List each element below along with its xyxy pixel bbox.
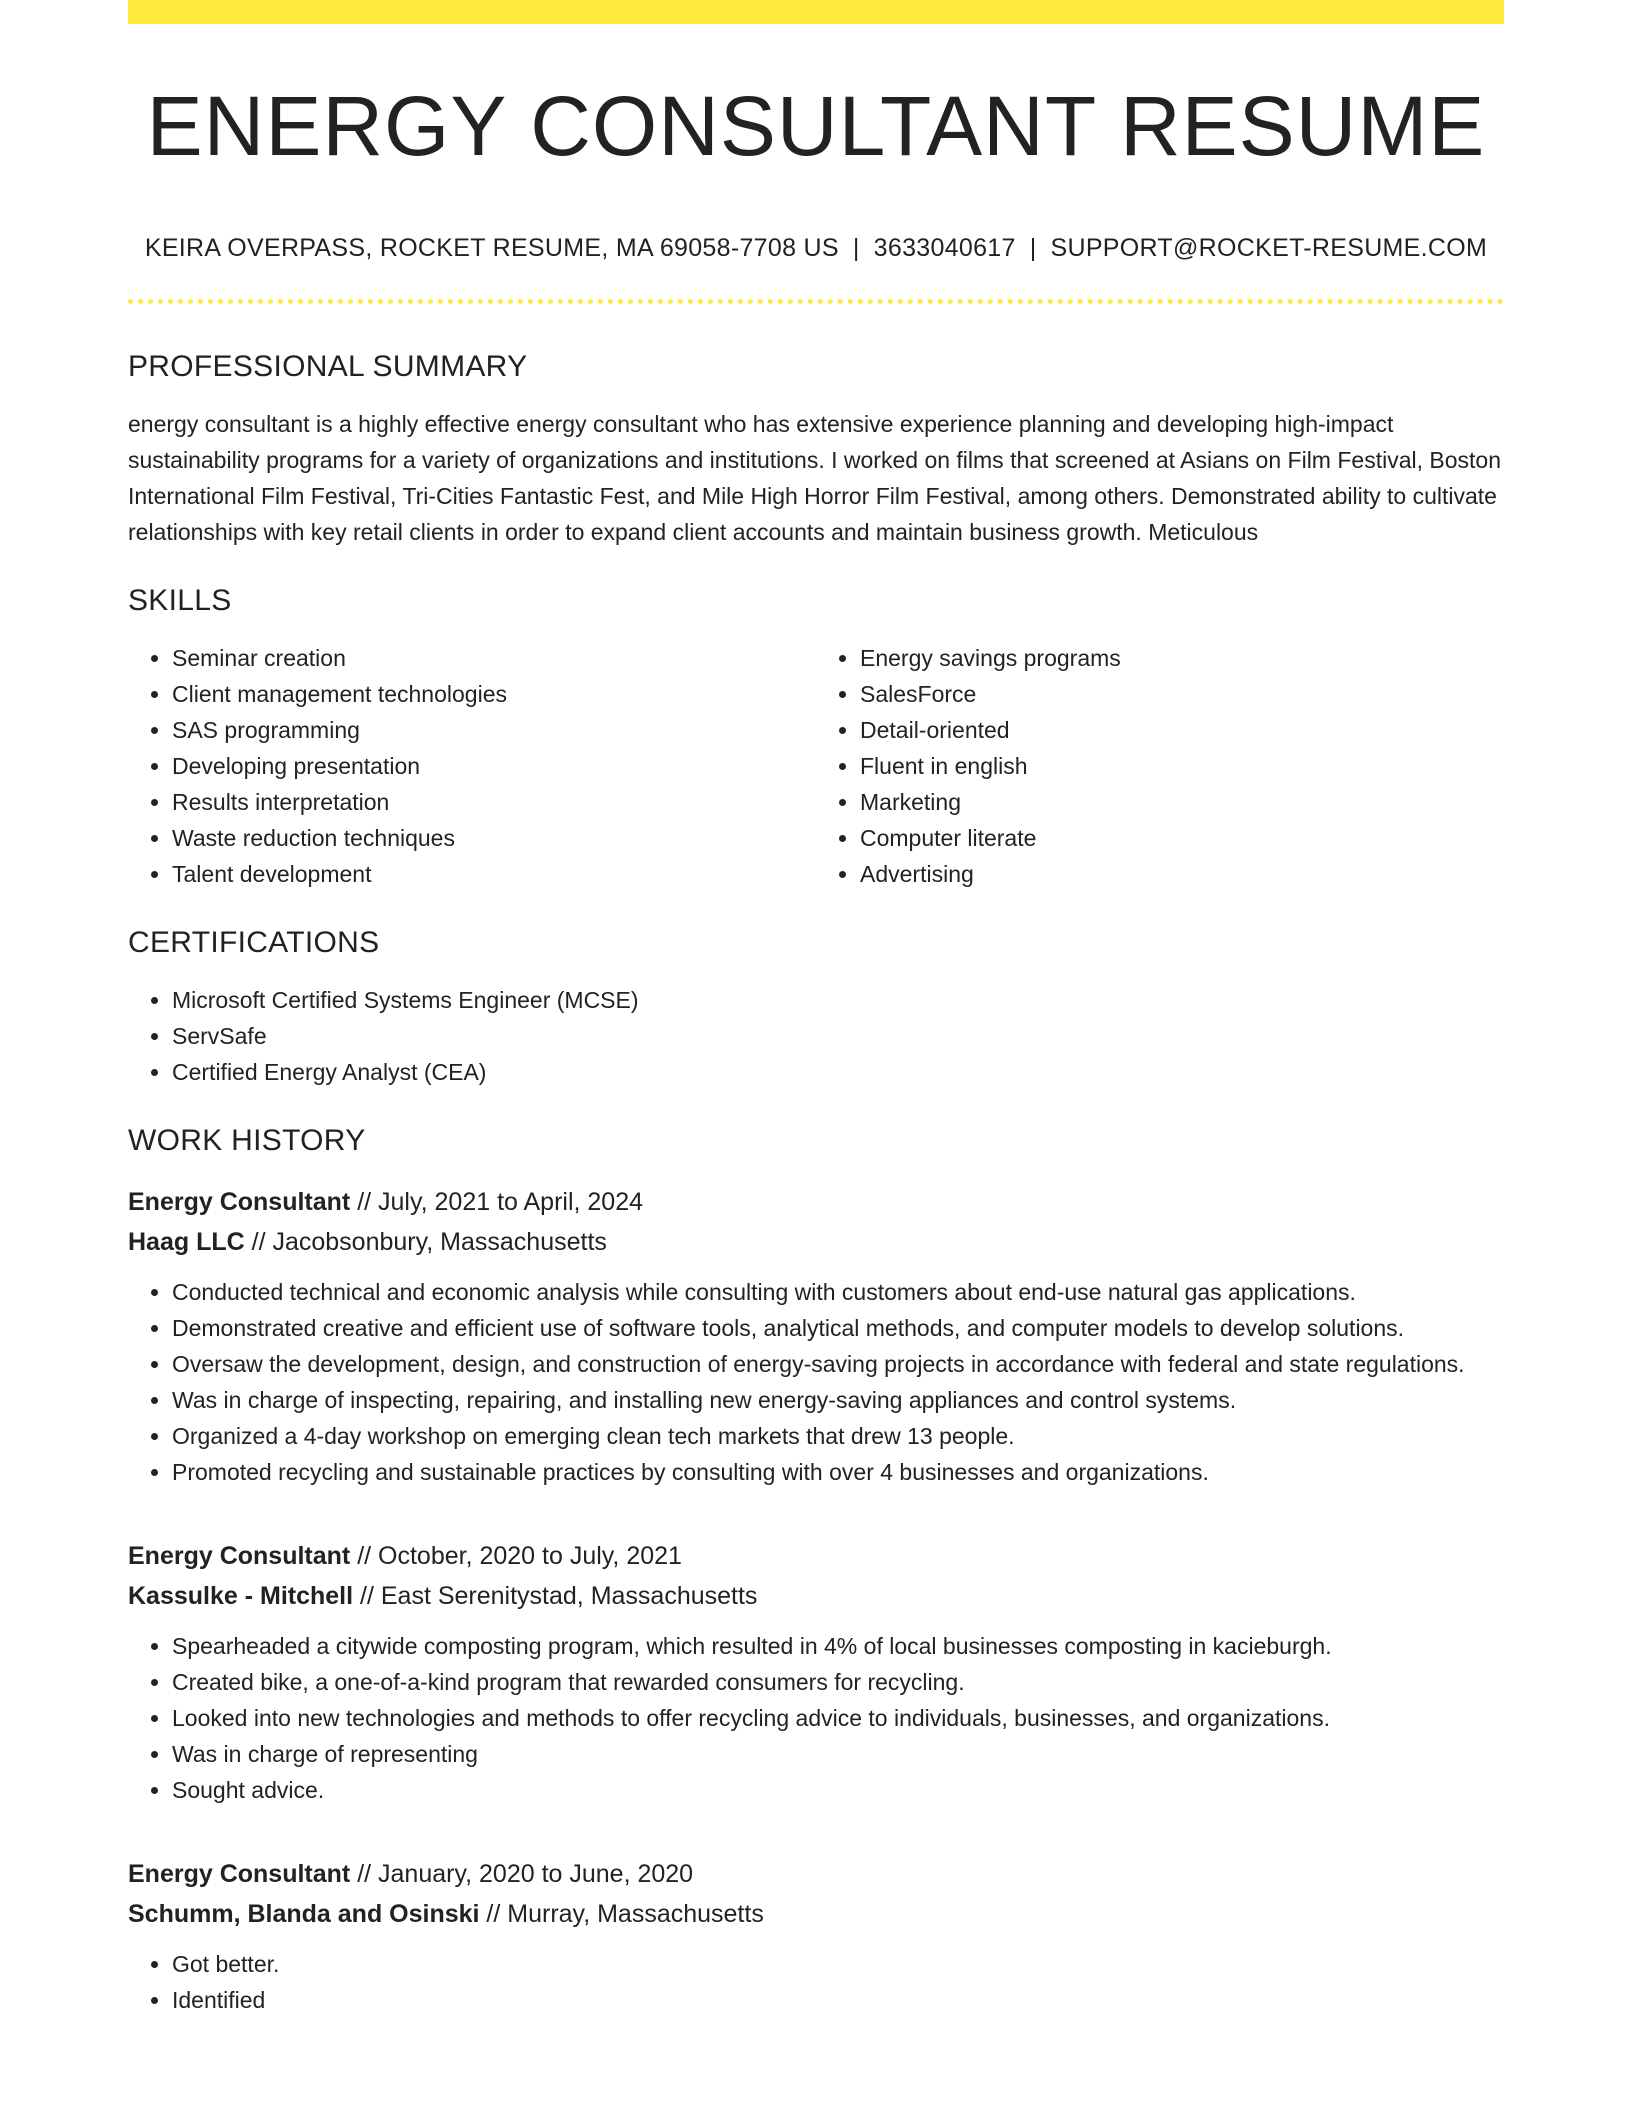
job-dates: // July, 2021 to April, 2024 [350,1188,644,1216]
accent-top-bar [128,0,1504,24]
job-title-line [128,1854,1504,1894]
job-bullet: • Identified [172,1982,1504,2018]
skill-item: • Fluent in english [860,748,1504,784]
job-company: Kassulke - Mitchell [128,1582,354,1610]
resume-page [128,0,1504,2018]
dotted-divider [128,299,1504,304]
job-bullet: • Was in charge of inspecting, repairing, and installing new energy-saving appliances and control systems. [172,1382,1504,1418]
job-bullet: • Conducted technical and economic analysis while consulting with customers about end-use natural gas applications. [172,1274,1504,1310]
job-bullets [128,1628,1504,1808]
skill-item: • Marketing [860,784,1504,820]
contact-address: KEIRA OVERPASS, ROCKET RESUME, MA 69058-7708 US [144,234,839,262]
job-bullet: • Sought advice. [172,1772,1504,1808]
job-bullet: • Spearheaded a citywide composting program, which resulted in 4% of local businesses composting in kacieburgh. [172,1628,1504,1664]
job-company-line [128,1894,1504,1934]
job-location: // East Serenitystad, Massachusetts [353,1582,758,1610]
job-bullet: • Organized a 4-day workshop on emerging clean tech markets that drew 13 people. [172,1418,1504,1454]
skill-item: • Detail-oriented [860,712,1504,748]
job-dates: // January, 2020 to June, 2020 [350,1860,694,1888]
skills-list-left [128,640,816,892]
certifications-heading: CERTIFICATIONS [128,926,380,959]
skill-item: • Developing presentation [172,748,816,784]
skill-item: • SAS programming [172,712,816,748]
contact-email: SUPPORT@ROCKET-RESUME.COM [1050,234,1488,262]
skill-item: • SalesForce [860,676,1504,712]
contact-line [128,236,1504,261]
job-dates: // October, 2020 to July, 2021 [350,1542,682,1570]
job-title: Energy Consultant [128,1860,351,1888]
job-bullets [128,1946,1504,2018]
job-entry [128,1536,1504,1808]
skill-item: • Computer literate [860,820,1504,856]
job-bullet: • Looked into new technologies and methods to offer recycling advice to individuals, businesses, and organizations. [172,1700,1504,1736]
job-company-line [128,1222,1504,1262]
job-bullet: • Was in charge of representing [172,1736,1504,1772]
job-title: Energy Consultant [128,1542,351,1570]
job-company: Haag LLC [128,1228,245,1256]
skill-item: • Seminar creation [172,640,816,676]
certifications-list [128,982,1504,1090]
job-title: Energy Consultant [128,1188,351,1216]
job-title-line [128,1536,1504,1576]
summary-heading: PROFESSIONAL SUMMARY [128,350,528,383]
skill-item: • Talent development [172,856,816,892]
job-bullets [128,1274,1504,1490]
certification-item: • ServSafe [172,1018,1504,1054]
certification-item: • Certified Energy Analyst (CEA) [172,1054,1504,1090]
contact-separator: | [1029,234,1037,262]
job-location: // Jacobsonbury, Massachusetts [244,1228,607,1256]
job-company-line [128,1576,1504,1616]
certification-item: • Microsoft Certified Systems Engineer (MCSE) [172,982,1504,1018]
contact-phone: 3633040617 [873,234,1016,262]
job-bullet: • Promoted recycling and sustainable practices by consulting with over 4 businesses and organizations. [172,1454,1504,1490]
job-bullet: • Demonstrated creative and efficient use of software tools, analytical methods, and computer models to develop solutions. [172,1310,1504,1346]
skill-item: • Client management technologies [172,676,816,712]
job-bullet: • Created bike, a one-of-a-kind program that rewarded consumers for recycling. [172,1664,1504,1700]
skill-item: • Results interpretation [172,784,816,820]
job-bullet: • Oversaw the development, design, and construction of energy-saving projects in accordance with federal and state regulations. [172,1346,1504,1382]
job-entry [128,1854,1504,2018]
job-entry [128,1182,1504,1490]
skills-list-right [816,640,1504,892]
skill-item: • Advertising [860,856,1504,892]
job-location: // Murray, Massachusetts [479,1900,764,1928]
skill-item: • Energy savings programs [860,640,1504,676]
summary-text: energy consultant is a highly effective energy consultant who has extensive experience planning and developing high-impact sustainability programs for a variety of organizations and institutions. I worked on films that screened at Asians on Film Festival, Boston International Film Festival, Tri-Cities Fantastic Fest, and Mile High Horror Film Festival, among others. Demonstrated ability to cultivate relationships with key retail clients in order to expand client accounts and maintain business growth. Meticulous [128,411,1501,545]
job-title-line [128,1182,1504,1222]
skill-item: • Waste reduction techniques [172,820,816,856]
skills-heading: SKILLS [128,584,232,617]
skills-columns [128,640,1504,892]
contact-separator: | [852,234,860,262]
job-bullet: • Got better. [172,1946,1504,1982]
job-company: Schumm, Blanda and Osinski [128,1900,480,1928]
work-history-heading: WORK HISTORY [128,1124,366,1157]
resume-title: ENERGY CONSULTANT RESUME [146,79,1486,173]
